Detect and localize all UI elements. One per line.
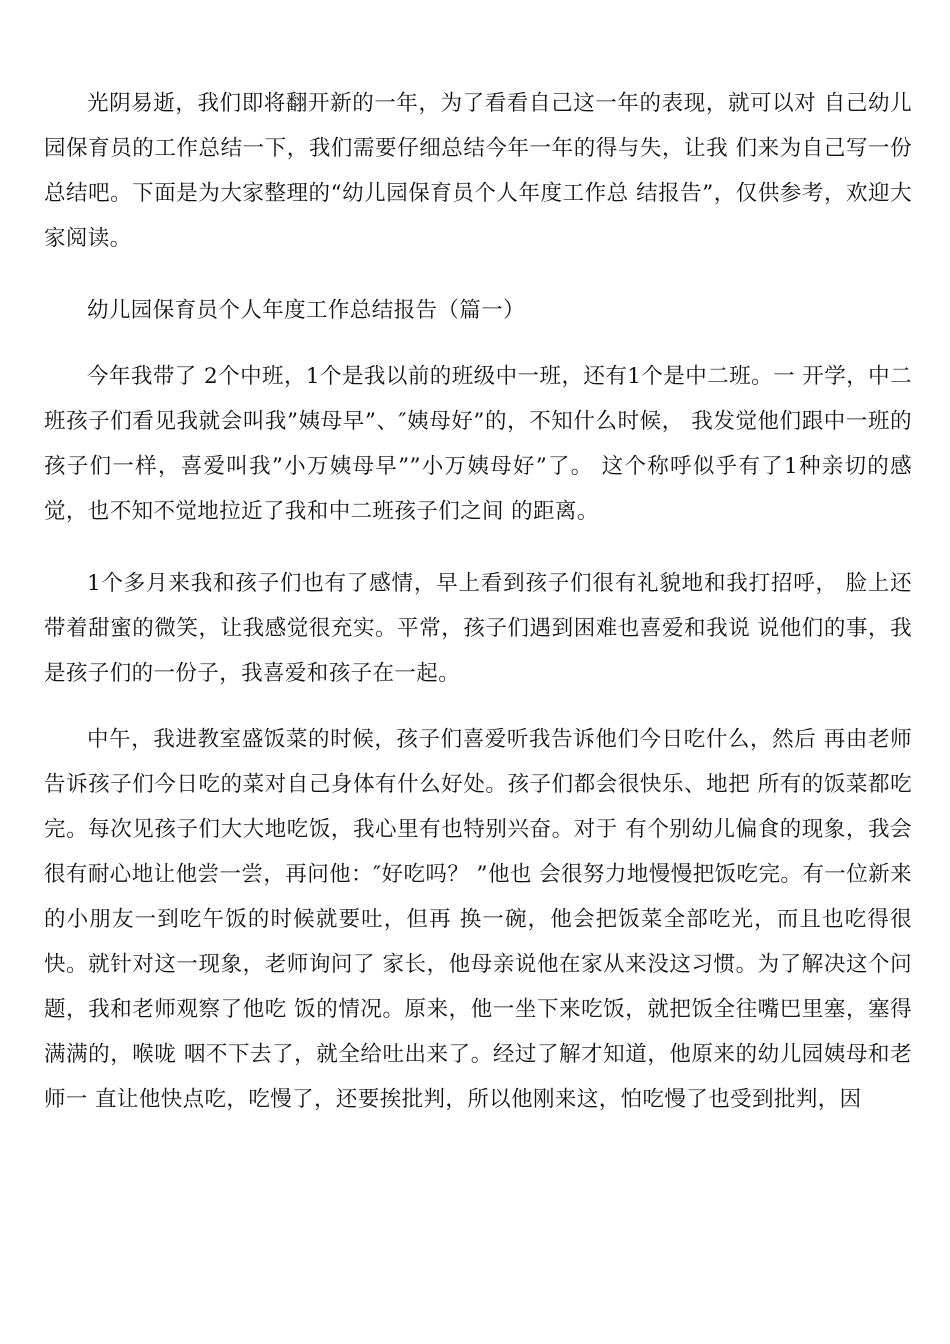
section-heading: 幼儿园保育员个人年度工作总结报告（篇一） — [87, 298, 526, 323]
body-paragraph-2: 1个多月来我和孩子们也有了感情，早上看到孩子们很有礼貌地和我打招呼， 脸上还带着甜蜜的微笑，让我感觉很充实。平常，孩子们遇到困难也喜爱和我说 说他们的事，我是孩子们的一份子，我喜爱和孩子在一起。 — [44, 571, 912, 686]
intro-paragraph: 光阴易逝，我们即将翻开新的一年，为了看看自己这一年的表现，就可以对 自己幼儿园保育员的工作总结一下，我们需要仔细总结今年一年的得与失，让我 们来为自己写一份总结吧。下面是为大家整理的“幼儿园保育员个人年度工作总 结报告”，仅供参考，欢迎大家阅读。 — [44, 91, 912, 251]
body-paragraph-3: 中午，我进教室盛饭菜的时候，孩子们喜爱听我告诉他们今日吃什么，然后 再由老师告诉孩子们今日吃的菜对自己身体有什么好处。孩子们都会很快乐、地把 所有的饭菜都吃完。每次见孩子们大大地吃饭，我心里有也特别兴奋。对于 有个别幼儿偏食的现象，我会很有耐心地让他尝一尝，再问他：″好吃吗？ ”他也 会很努力地慢慢把饭吃完。有一位新来的小朋友一到吃午饭的时候就要吐，但再 换一碗，他会把饭菜全部吃光，而且也吃得很快。就针对这一现象，老师询问了 家长，他母亲说他在家从来没这习惯。为了解决这个问题，我和老师观察了他吃 饭的情况。原来，他一坐下来吃饭，就把饭全往嘴巴里塞，塞得满满的，喉咙 咽不下去了，就全给吐出来了。经过了解才知道，他原来的幼儿园姨母和老师一 直让他快点吃，吃慢了，还要挨批判，所以他刚来这，怕吃慢了也受到批判，因 — [44, 727, 912, 1112]
body-paragraph-1: 今年我带了 2个中班，1个是我以前的班级中一班，还有1个是中二班。一 开学，中二班孩子们看见我就会叫我”姨母早”、″姨母好”的，不知什么时候， 我发觉他们跟中一班的孩子们一样，喜爱叫我”小万姨母早””小万姨母好”了。 这个称呼似乎有了1种亲切的感觉，也不知不觉地拉近了我和中二班孩子们之间 的距离。 — [44, 364, 912, 524]
